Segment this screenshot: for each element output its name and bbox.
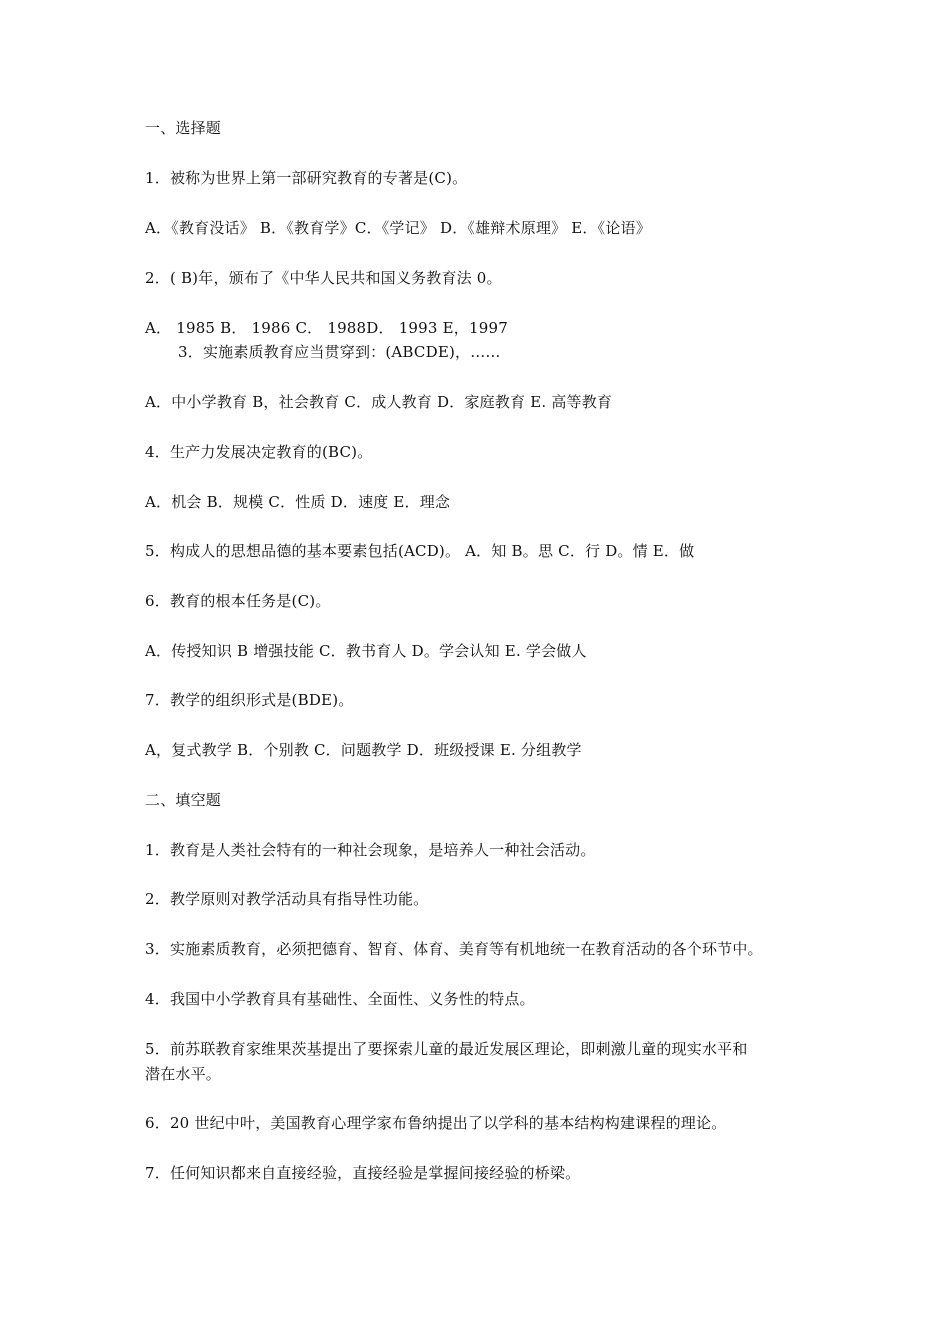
question-4-options: A．机会 B．规模 C．性质 D．速度 E．理念 [145, 493, 451, 511]
section-title-choice: 一、选择题 [145, 119, 222, 137]
question-6-options: A．传授知识 B 增强技能 C．教书育人 D。学会认知 E. 学会做人 [145, 642, 587, 660]
question-4: 4．生产力发展决定教育的(BC)。 [145, 443, 373, 461]
fill-5-line-1: 5．前苏联教育家维果茨基提出了要探索儿童的最近发展区理论，即刺激儿童的现实水平和 [145, 1040, 748, 1058]
question-3: 3．实施素质教育应当贯穿到：(ABCDE)，…… [178, 343, 501, 361]
question-1: 1．被称为世界上第一部研究教育的专著是(C)。 [145, 169, 468, 187]
question-1-options: A．《教育没话》 B．《教育学》C．《学记》 D．《雄辩术原理》 E．《论语》 [145, 219, 651, 237]
fill-7: 7．任何知识都来自直接经验，直接经验是掌握间接经验的桥梁。 [145, 1164, 581, 1182]
question-3-options: A．中小学教育 B，社会教育 C．成人教育 D．家庭教育 E. 高等教育 [145, 393, 613, 411]
question-7: 7．教学的组织形式是(BDE)。 [145, 691, 354, 709]
fill-2: 2．教学原则对教学活动具有指导性功能。 [145, 890, 429, 908]
question-5: 5．构成人的思想品德的基本要素包括(ACD)。 A．知 B。思 C．行 D。情 E．做 [145, 542, 695, 560]
fill-1: 1．教育是人类社会特有的一种社会现象，是培养人一种社会活动。 [145, 841, 596, 859]
question-7-options: A，复式教学 B．个别教 C．问题教学 D．班级授课 E. 分组教学 [145, 741, 582, 759]
fill-4: 4．我国中小学教育具有基础性、全面性、义务性的特点。 [145, 990, 535, 1008]
question-2-options: A． 1985 B． 1986 C． 1988D． 1993 E，1997 [145, 319, 508, 337]
question-6: 6．教育的根本任务是(C)。 [145, 592, 331, 610]
fill-6: 6．20 世纪中叶，美国教育心理学家布鲁纳提出了以学科的基本结构构建课程的理论。 [145, 1114, 727, 1132]
question-2: 2．( B)年，颁布了《中华人民共和国义务教育法 0。 [145, 269, 502, 287]
section-title-fill: 二、填空题 [145, 791, 222, 809]
fill-5-line-2: 潜在水平。 [145, 1065, 222, 1083]
fill-3: 3．实施素质教育，必须把德育、智育、体育、美育等有机地统一在教育活动的各个环节中。 [145, 940, 763, 958]
